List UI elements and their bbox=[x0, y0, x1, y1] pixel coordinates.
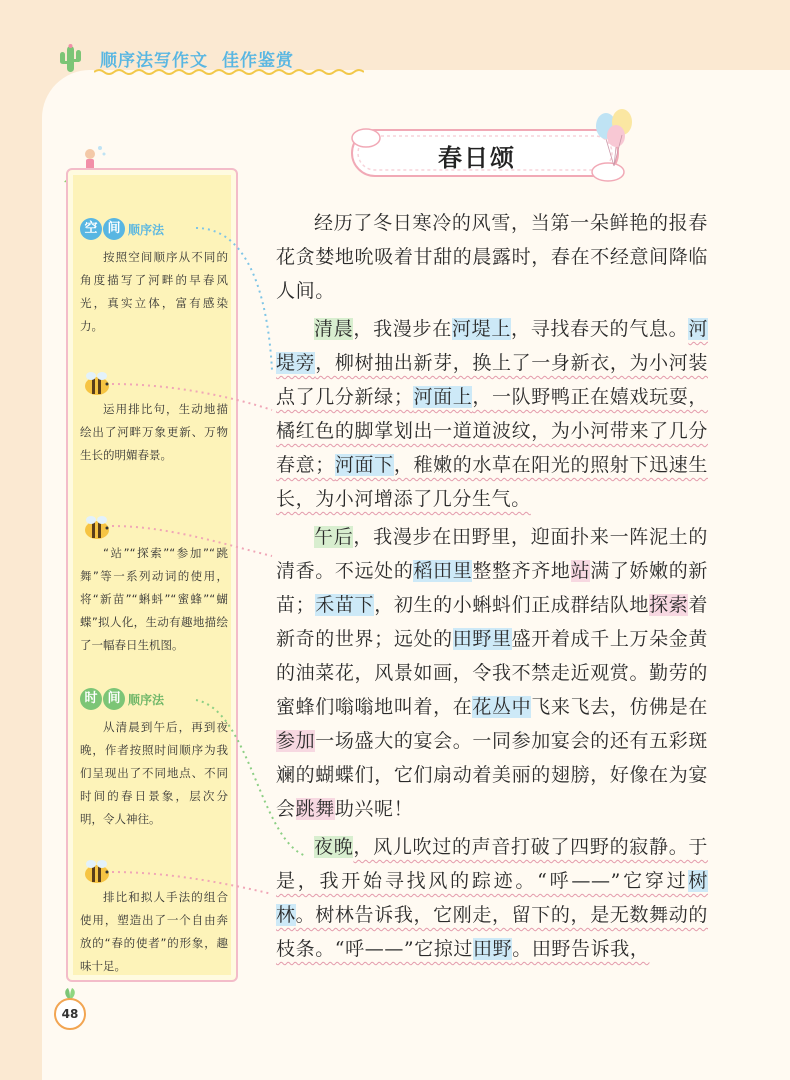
text-run: ，我漫步在 bbox=[353, 318, 452, 340]
combo-note-section bbox=[80, 858, 228, 978]
text-run: 盛开着成千上万朵金黄的油菜花，风景如画，令我不禁走近观赏。勤劳的蜜蜂们嗡嗡地叫着，在 bbox=[276, 628, 708, 718]
text-run: ，我漫步在田野里，迎面扑来一阵泥土的清香。不远处的 bbox=[276, 526, 708, 582]
time-method-text: 顺序法 bbox=[128, 692, 165, 707]
place-marker: 河堤上 bbox=[451, 318, 512, 340]
text-run: 着新奇的世界；远处的 bbox=[276, 594, 709, 650]
space-order-note: 按照空间顺序从不同的角度描写了河畔的早春风光，真实立体，富有感染力。 bbox=[80, 250, 228, 333]
time-order-label bbox=[80, 688, 228, 716]
text-run: ，寻找春天的气息。 bbox=[511, 318, 689, 340]
paragraph-1: 经历了冬日寒冷的风雪，当第一朵鲜艳的报春花贪婪地吮吸着甘甜的晨露时，春在不经意间降临人间。 bbox=[276, 212, 708, 302]
time-order-section bbox=[80, 688, 228, 831]
paragraph-4 bbox=[276, 830, 708, 966]
balloons-icon bbox=[592, 106, 638, 176]
text-run: ，风儿吹过的声音打破了四野的寂静。于是，我开始寻找风的踪迹。“呼——”它穿过 bbox=[276, 836, 708, 892]
parallel-note: 运用排比句，生动地描绘出了河畔万象更新、万物生长的明媚春景。 bbox=[80, 402, 228, 462]
place-marker: 稻田里 bbox=[413, 560, 473, 582]
header-wave-decoration bbox=[94, 68, 364, 76]
place-marker: 河面上 bbox=[413, 386, 473, 408]
cactus-icon bbox=[58, 42, 82, 76]
time-marker: 午后 bbox=[314, 526, 354, 548]
verb-marker: 参加 bbox=[276, 730, 316, 752]
verbs-note-section bbox=[80, 514, 228, 657]
time-marker: 夜晚 bbox=[314, 836, 354, 858]
place-marker: 田野 bbox=[473, 938, 513, 960]
time-marker: 清晨 bbox=[314, 318, 354, 340]
time-order-note: 从清晨到午后，再到夜晚，作者按照时间顺序为我们呈现出了不同地点、不同时间的春日景象，层次分明，令人神往。 bbox=[80, 720, 228, 826]
verb-marker: 跳舞 bbox=[295, 798, 335, 820]
text-run: 。树林告诉我，它刚走，留下的，是无数舞动的枝条。“呼——”它掠过 bbox=[276, 904, 708, 960]
bee-icon bbox=[80, 370, 114, 398]
header-left-title: 顺序法写作文 bbox=[100, 51, 208, 71]
space-char-chip: 空 bbox=[80, 218, 102, 240]
combo-note: 排比和拟人手法的组合使用，塑造出了一个自由奔放的“春的使者”的形象，趣味十足。 bbox=[80, 890, 228, 973]
bee-icon bbox=[80, 514, 114, 542]
space-order-label bbox=[80, 218, 228, 246]
text-run: 助兴呢！ bbox=[334, 798, 414, 820]
bee-icon bbox=[80, 858, 114, 886]
text-run: 飞来飞去，仿佛是在 bbox=[531, 696, 708, 718]
text-run: ，稚嫩的水草在阳光的照射下迅速生长，为小河增添了几分生气。 bbox=[276, 454, 708, 510]
place-marker: 河堤旁 bbox=[276, 318, 708, 374]
header-right-title: 佳作鉴赏 bbox=[222, 51, 294, 71]
between-char-chip: 间 bbox=[103, 688, 125, 710]
paragraph-2 bbox=[276, 312, 708, 516]
text-run: ，柳树抽出新芽，换上了一身新衣，为小河装点了几分新绿； bbox=[276, 352, 708, 408]
place-marker: 田野里 bbox=[452, 628, 512, 650]
between-char-chip: 间 bbox=[103, 218, 125, 240]
paragraph-3 bbox=[276, 520, 708, 826]
essay-title: 春日颂 bbox=[438, 144, 516, 172]
text-run: ，初生的小蝌蚪们正成群结队地 bbox=[374, 594, 650, 616]
place-marker: 花丛中 bbox=[472, 696, 532, 718]
place-marker: 树林 bbox=[276, 870, 708, 926]
text-run: 整整齐齐地 bbox=[472, 560, 571, 582]
verb-marker: 站 bbox=[570, 560, 591, 582]
page-number: 48 bbox=[54, 998, 86, 1030]
text-run: ，一队野鸭正在嬉戏玩耍，橘红色的脚掌划出一道道波纹，为小河带来了几分春意； bbox=[276, 386, 709, 476]
text-run: 一场盛大的宴会。一同参加宴会的还有五彩斑斓的蝴蝶们，它们扇动着美丽的翅膀，好像在为宴会 bbox=[276, 730, 708, 820]
time-char-chip: 时 bbox=[80, 688, 102, 710]
place-marker: 河面下 bbox=[334, 454, 394, 476]
verbs-note: “站”“探索”“参加”“跳舞”等一系列动词的使用，将“新苗”“蝌蚪”“蜜蜂”“蝴蝶”拟人化，生动有趣地描绘了一幅春日生机图。 bbox=[80, 546, 228, 652]
text-run: 。田野告诉我， bbox=[512, 938, 650, 960]
space-order-section bbox=[80, 218, 228, 338]
verb-marker: 探索 bbox=[649, 594, 689, 616]
annotation-sidebar bbox=[66, 168, 238, 982]
text-run: 满了娇嫩的新苗； bbox=[276, 560, 708, 616]
place-marker: 禾苗下 bbox=[315, 594, 375, 616]
essay-body bbox=[276, 206, 708, 970]
parallel-note-section bbox=[80, 370, 228, 467]
space-method-text: 顺序法 bbox=[128, 222, 165, 237]
